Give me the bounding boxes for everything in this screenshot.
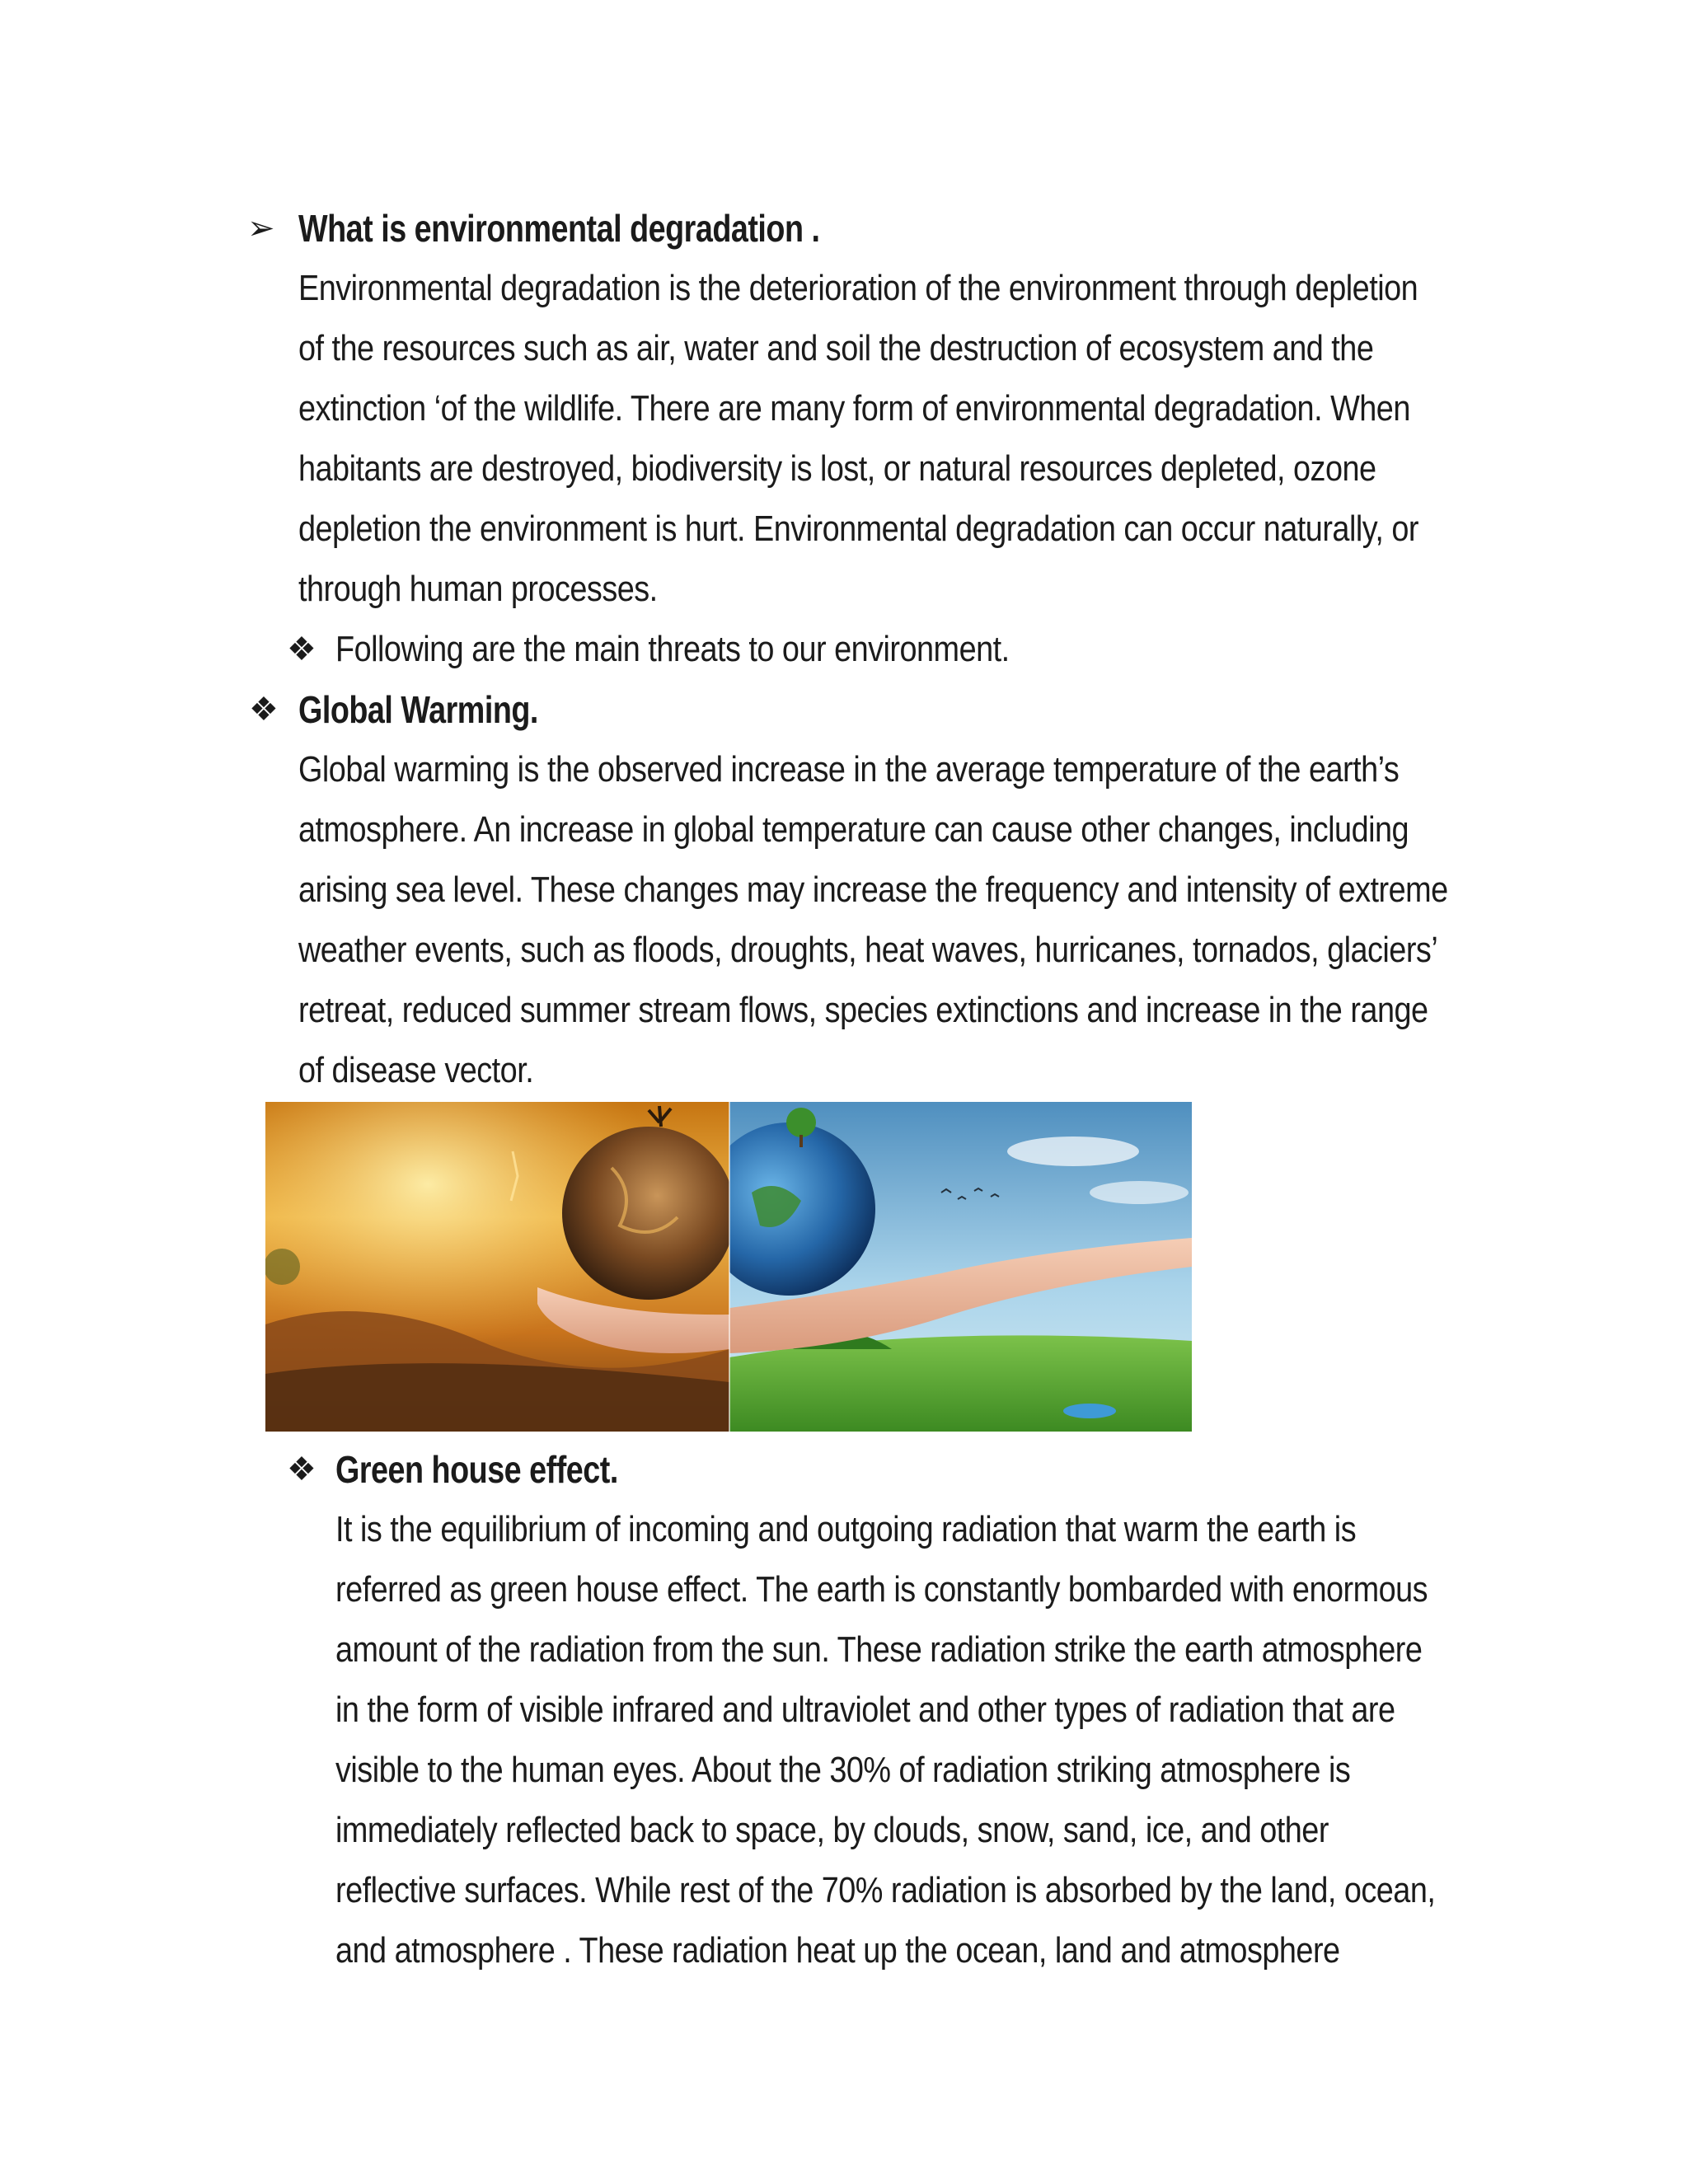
- paragraph-line: weather events, such as floods, droughts, heat waves, hurricanes, tornados, glaciers’: [298, 930, 1438, 970]
- paragraph-line: in the form of visible infrared and ultraviolet and other types of radiation that are: [335, 1690, 1395, 1730]
- four-diamond-bullet-icon: ❖: [287, 1451, 316, 1488]
- section-heading-global-warming: Global Warming.: [298, 688, 538, 731]
- paragraph-line: It is the equilibrium of incoming and outgoing radiation that warm the earth is: [335, 1509, 1357, 1549]
- paragraph-line: retreat, reduced summer stream flows, species extinctions and increase in the range: [298, 990, 1428, 1030]
- paragraph-line: habitants are destroyed, biodiversity is lost, or natural resources depleted, ozone: [298, 448, 1376, 489]
- paragraph-line: through human processes.: [298, 569, 658, 609]
- subpoint-main-threats: Following are the main threats to our environment.: [335, 629, 1010, 669]
- paragraph-line: arising sea level. These changes may increase the frequency and intensity of extreme: [298, 869, 1448, 910]
- paragraph-line: referred as green house effect. The earth is constantly bombarded with enormous: [335, 1569, 1428, 1610]
- paragraph-line: extinction ‘of the wildlife. There are many form of environmental degradation. When: [298, 388, 1410, 429]
- paragraph-line: immediately reflected back to space, by clouds, snow, sand, ice, and other: [335, 1810, 1329, 1850]
- section-heading-environmental-degradation: What is environmental degradation .: [298, 207, 820, 250]
- paragraph-line: and atmosphere . These radiation heat up the ocean, land and atmosphere: [335, 1930, 1340, 1971]
- global-warming-earth-in-hands-image: [265, 1102, 1192, 1432]
- paragraph-line: depletion the environment is hurt. Environmental degradation can occur naturally, or: [298, 509, 1418, 549]
- paragraph-line: reflective surfaces. While rest of the 70% radiation is absorbed by the land, ocean,: [335, 1870, 1436, 1910]
- paragraph-line: Environmental degradation is the deterioration of the environment through depletion: [298, 268, 1418, 308]
- arrow-bullet-icon: ➢: [247, 210, 275, 246]
- four-diamond-bullet-icon: ❖: [287, 631, 316, 668]
- four-diamond-bullet-icon: ❖: [249, 691, 279, 728]
- section-heading-green-house-effect: Green house effect.: [335, 1448, 618, 1491]
- paragraph-line: atmosphere. An increase in global temperature can cause other changes, including: [298, 809, 1409, 850]
- paragraph-line: Global warming is the observed increase in the average temperature of the earth’s: [298, 749, 1400, 790]
- paragraph-line: amount of the radiation from the sun. These radiation strike the earth atmosphere: [335, 1629, 1423, 1670]
- paragraph-line: visible to the human eyes. About the 30% of radiation striking atmosphere is: [335, 1750, 1351, 1790]
- paragraph-line: of disease vector.: [298, 1050, 534, 1090]
- paragraph-line: of the resources such as air, water and soil the destruction of ecosystem and the: [298, 328, 1374, 368]
